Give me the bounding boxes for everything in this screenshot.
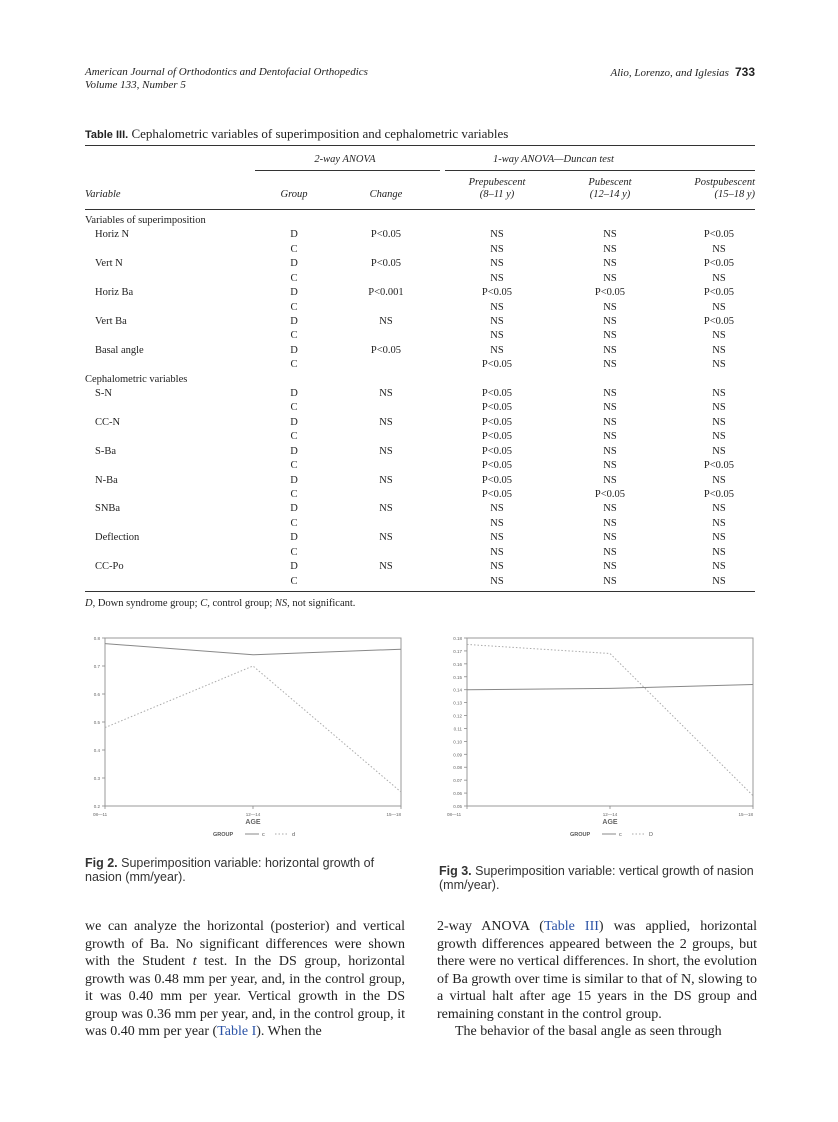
group-d: D [290,315,298,327]
variable-name: Horiz Ba [95,287,134,299]
figure-3-caption-text: Superimposition variable: vertical growth of nasion (mm/year). [439,864,754,892]
figure-2-chart [83,630,405,846]
duncan-value: NS [490,561,504,573]
x-tick-label: 15—18 [738,812,753,817]
duncan-value: P<0.05 [703,460,735,472]
y-tick-label: 0.10 [453,739,462,745]
y-tick-label: 0.5 [93,720,100,725]
change-value: P<0.05 [370,258,402,270]
series-line-D [467,644,753,795]
x-axis-label: AGE [602,819,618,826]
duncan-value: NS [712,243,726,255]
duncan-value: P<0.05 [481,488,513,500]
col-group-2way: 2-way ANOVA [314,154,376,165]
change-value: NS [379,445,393,457]
duncan-value: NS [712,431,726,443]
change-value: NS [379,388,393,400]
duncan-value: NS [712,344,726,356]
duncan-value: NS [490,272,504,284]
group-d: D [290,474,298,486]
duncan-value: NS [490,575,504,587]
x-tick-label: 12—14 [602,812,618,817]
y-tick-label: 0.3 [93,776,100,781]
plot-frame [467,638,753,806]
duncan-value: P<0.05 [703,488,735,500]
variable-name: S-N [95,388,112,400]
duncan-value: NS [712,546,726,558]
duncan-value: NS [712,474,726,486]
x-tick-label: 12—14 [245,812,261,817]
variable-name: Basal angle [95,344,144,356]
duncan-value: NS [603,344,617,356]
legend-label: D [649,832,653,838]
group-c: C [290,460,298,472]
duncan-value: NS [712,561,726,573]
variable-name: CC-N [95,416,121,428]
duncan-value: P<0.05 [481,445,513,457]
duncan-value: NS [603,546,617,558]
duncan-value: NS [490,532,504,544]
y-tick-label: 0.07 [453,778,462,784]
figure-3-caption [439,864,757,892]
duncan-value: P<0.05 [703,229,735,241]
body-text-right: 2-way ANOVA (Table III) was applied, horizontal growth differences appeared between the 2 groups, but there were no vertical differences. In short, the evolution of Ba growth over time is similar to that of N, slowing to a virtual halt after age 15 years in the DS group and remaining constant in the control group. The behavior of the basal angle as seen through [437,919,757,1039]
legend-title: GROUP [213,832,234,838]
duncan-value: NS [603,330,617,342]
duncan-value: NS [603,258,617,270]
duncan-value: NS [490,229,504,241]
section-title: Cephalometric variables [85,373,188,385]
body-text-left: we can analyze the horizontal (posterior) and vertical growth of Ba. No significant differences were shown with the Student t test. In the DS group, horizontal growth was 0.48 mm per year, and, in the control group, it was 0.40 mm per year. Vertical growth in the DS group was 0.36 mm per year, and, in the control group, it was 0.40 mm per year (Table I). When the [85,919,405,1039]
table-rule [85,145,755,146]
col-variable: Variable [85,189,121,200]
duncan-value: NS [490,243,504,255]
col-group-1way: 1-way ANOVA—Duncan test [493,154,614,165]
col-postpubescent-age: (15–18 y) [714,189,755,200]
duncan-value: NS [603,561,617,573]
duncan-value: NS [603,243,617,255]
group-c: C [290,243,298,255]
duncan-value: P<0.05 [481,402,513,414]
change-value: NS [379,561,393,573]
table-rule [85,591,755,592]
series-line-c [467,685,753,690]
group-c: C [290,517,298,529]
table-caption [85,126,508,142]
y-tick-label: 0.05 [453,804,462,809]
series-line-c [105,644,401,655]
group-d: D [290,388,298,400]
group-c: C [290,301,298,313]
duncan-value: NS [603,532,617,544]
x-axis-label: AGE [245,819,261,826]
duncan-value: P<0.05 [481,388,513,400]
duncan-value: NS [490,301,504,313]
duncan-value: NS [712,301,726,313]
table-title: Cephalometric variables of superimposition and cephalometric variables [131,126,509,141]
plot-frame [105,638,401,806]
y-tick-label: 0.08 [453,765,462,771]
y-tick-label: 0.09 [453,752,462,758]
y-tick-label: 0.13 [453,700,462,706]
duncan-value: NS [712,330,726,342]
y-tick-label: 0.11 [453,726,462,732]
variable-name: CC-Po [95,561,124,573]
group-c: C [290,272,298,284]
duncan-value: NS [603,301,617,313]
col-pubescent-age: (12–14 y) [589,189,631,200]
duncan-value: NS [490,315,504,327]
group-c: C [290,575,298,587]
figure-2-caption-text: Superimposition variable: horizontal growth of nasion (mm/year). [85,856,375,884]
group-c: C [290,488,298,500]
col-group: Group [280,189,308,200]
y-tick-label: 0.18 [453,636,462,641]
col-prepubescent-age: (8–11 y) [479,189,515,200]
change-value: NS [379,503,393,515]
group-d: D [290,344,298,356]
change-value: NS [379,532,393,544]
duncan-value: NS [603,445,617,457]
y-tick-label: 0.6 [93,692,100,697]
group-c: C [290,359,298,371]
duncan-value: NS [603,575,617,587]
duncan-value: NS [603,517,617,529]
journal-name: American Journal of Orthodontics and Dentofacial Orthopedics [85,66,368,78]
duncan-value: NS [712,575,726,587]
variable-name: Vert N [95,258,123,270]
change-value: P<0.05 [370,229,402,241]
duncan-value: P<0.05 [481,287,513,299]
duncan-value: P<0.05 [703,258,735,270]
duncan-value: NS [490,546,504,558]
duncan-value: NS [603,474,617,486]
duncan-value: P<0.05 [481,474,513,486]
x-tick-label: 08—11 [447,812,462,817]
col-pubescent: Pubescent [588,177,632,188]
table-rule [255,170,440,171]
group-d: D [290,416,298,428]
group-d: D [290,561,298,573]
y-tick-label: 0.8 [93,636,100,641]
y-tick-label: 0.17 [453,648,462,654]
y-tick-label: 0.2 [93,804,100,809]
table-rule [445,170,755,171]
legend-label: c [262,832,265,838]
page-number: 733 [734,65,755,79]
duncan-value: P<0.05 [481,431,513,443]
duncan-value: NS [603,359,617,371]
running-header-right [611,66,756,80]
group-d: D [290,503,298,515]
legend-label: d [292,832,296,838]
duncan-value: NS [712,503,726,515]
section-title: Variables of superimposition [85,215,206,226]
variable-name: SNBa [95,503,121,515]
duncan-value: NS [603,229,617,241]
table-footnote: D, Down syndrome group; C, control group; NS, not significant. [85,598,356,609]
duncan-value: NS [712,532,726,544]
figure-2-caption [85,856,403,884]
duncan-value: NS [712,402,726,414]
figure-3-chart [437,630,759,850]
y-tick-label: 0.15 [453,674,462,680]
y-tick-label: 0.16 [453,661,462,667]
duncan-value: P<0.05 [481,416,513,428]
duncan-value: P<0.05 [594,287,626,299]
duncan-value: NS [490,517,504,529]
duncan-value: NS [603,402,617,414]
col-prepubescent: Prepubescent [468,177,526,188]
group-d: D [290,287,298,299]
duncan-value: NS [490,344,504,356]
group-c: C [290,546,298,558]
legend-label: c [619,832,622,838]
series-line-d [105,666,401,792]
duncan-value: NS [603,431,617,443]
duncan-value: P<0.05 [481,359,513,371]
table-rule [85,209,755,210]
journal-volume: Volume 133, Number 5 [85,79,186,91]
duncan-value: NS [603,460,617,472]
group-c: C [290,431,298,443]
col-postpubescent: Postpubescent [694,177,755,188]
table-i-link[interactable]: Table I [217,1024,257,1039]
duncan-value: NS [603,315,617,327]
x-tick-label: 08—11 [93,812,108,817]
data-table [85,145,755,595]
x-tick-label: 15—18 [386,812,401,817]
table-label: Table III. [85,129,129,141]
duncan-value: NS [712,445,726,457]
variable-name: S-Ba [95,445,116,457]
duncan-value: NS [490,258,504,270]
group-d: D [290,445,298,457]
change-value: P<0.05 [370,344,402,356]
running-header-left [85,66,368,92]
change-value: NS [379,315,393,327]
duncan-value: NS [490,330,504,342]
authors: Alio, Lorenzo, and Iglesias [610,67,729,79]
variable-name: Horiz N [95,229,130,241]
duncan-value: P<0.05 [703,287,735,299]
change-value: NS [379,416,393,428]
group-c: C [290,402,298,414]
duncan-value: NS [712,517,726,529]
duncan-value: NS [712,272,726,284]
duncan-value: P<0.05 [594,488,626,500]
change-value: NS [379,474,393,486]
variable-name: N-Ba [95,474,118,486]
y-tick-label: 0.12 [453,713,462,719]
duncan-value: NS [603,416,617,428]
figure-2-label: Fig 2. [85,856,118,870]
group-d: D [290,258,298,270]
duncan-value: NS [603,272,617,284]
y-tick-label: 0.4 [93,748,100,753]
duncan-value: NS [712,359,726,371]
change-value: P<0.001 [368,287,404,299]
body-paragraph: The behavior of the basal angle as seen through [455,1024,722,1039]
duncan-value: NS [603,388,617,400]
duncan-value: NS [490,503,504,515]
duncan-value: NS [712,388,726,400]
y-tick-label: 0.14 [453,687,462,693]
figure-3-label: Fig 3. [439,864,472,878]
legend-title: GROUP [570,832,591,838]
duncan-value: P<0.05 [481,460,513,472]
group-c: C [290,330,298,342]
group-d: D [290,229,298,241]
duncan-value: P<0.05 [703,315,735,327]
variable-name: Deflection [95,532,140,544]
y-tick-label: 0.06 [453,791,462,797]
duncan-value: NS [712,416,726,428]
variable-name: Vert Ba [95,315,127,327]
duncan-value: NS [603,503,617,515]
group-d: D [290,532,298,544]
y-tick-label: 0.7 [93,664,100,669]
table-iii-link[interactable]: Table III [543,919,599,934]
col-change: Change [369,189,403,200]
